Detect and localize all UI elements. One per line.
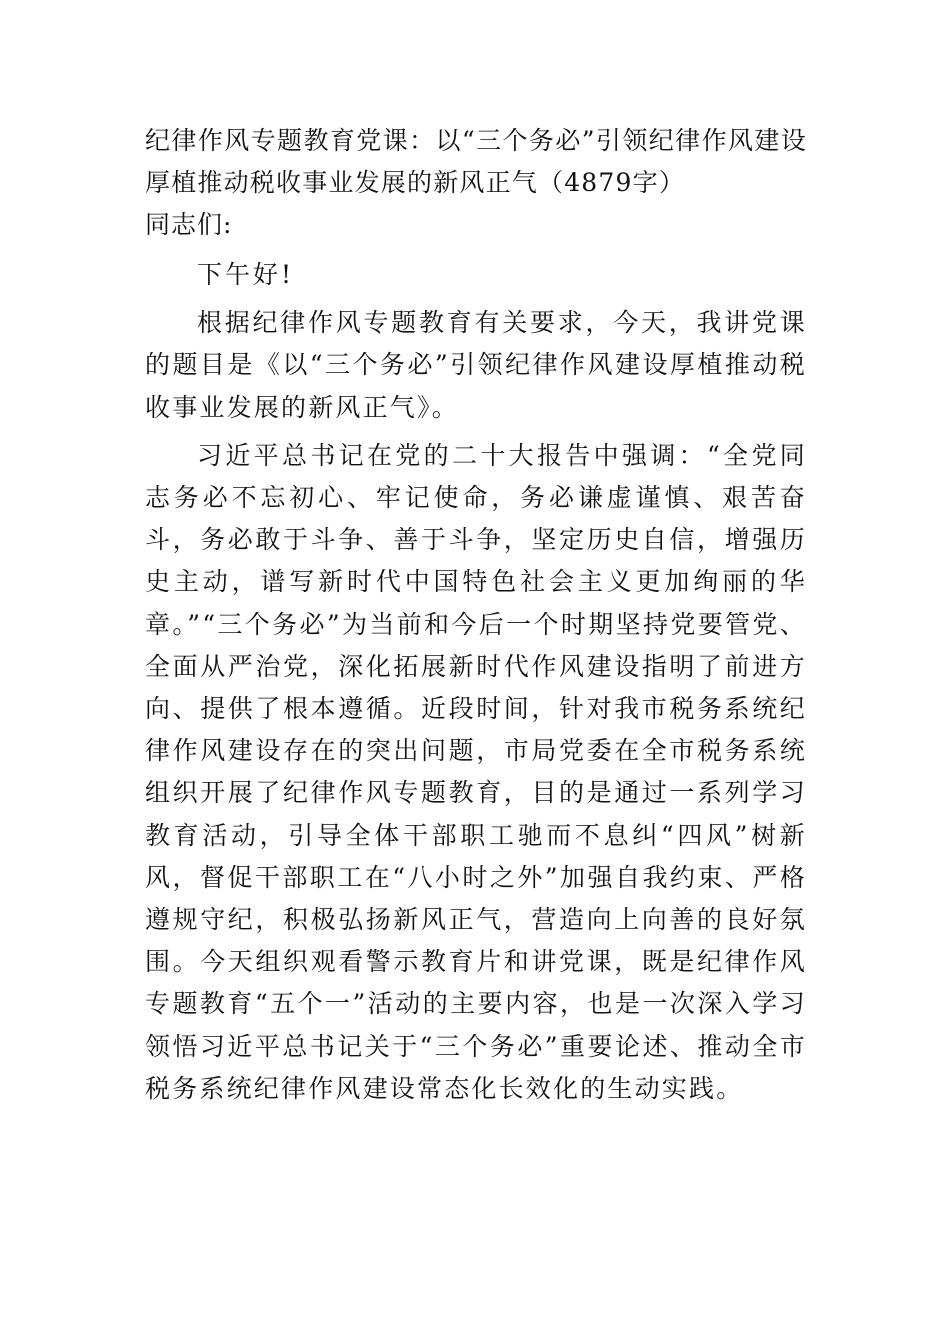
document-title: 纪律作风专题教育党课：以“三个务必”引领纪律作风建设厚植推动税收事业发展的新风正气（4879字） [145, 126, 807, 197]
paragraph-intro: 根据纪律作风专题教育有关要求，今天，我讲党课的题目是《以“三个务必”引领纪律作风建设厚植推动税收事业发展的新风正气》。 [145, 308, 807, 422]
paragraph-body: 习近平总书记在党的二十大报告中强调：“全党同志务必不忘初心、牢记使命，务必谦虚谨慎、艰苦奋斗，务必敢于斗争、善于斗争，坚定历史自信，增强历史主动，谱写新时代中国特色社会主义更加绚丽的华章。”“三个务必”为当前和今后一个时期坚持党要管党、全面从严治党，深化拓展新时代作风建设指明了前进方向、提供了根本遵循。近段时间，针对我市税务系统纪律作风建设存在的突出问题，市局党委在全市税务系统组织开展了纪律作风专题教育，目的是通过一系列学习教育活动，引导全体干部职工驰而不息纠“四风”树新风，督促干部职工在“八小时之外”加强自我约束、严格遵规守纪，积极弘扬新风正气，营造向上向善的良好氛围。今天组织观看警示教育片和讲党课，既是纪律作风专题教育“五个一”活动的主要内容，也是一次深入学习领悟习近平总书记关于“三个务必”重要论述、推动全市税务系统纪律作风建设常态化长效化的生动实践。 [145, 440, 807, 1103]
document-page [145, 120, 807, 1110]
salutation: 同志们: [145, 210, 233, 239]
greeting: 下午好! [197, 260, 295, 289]
